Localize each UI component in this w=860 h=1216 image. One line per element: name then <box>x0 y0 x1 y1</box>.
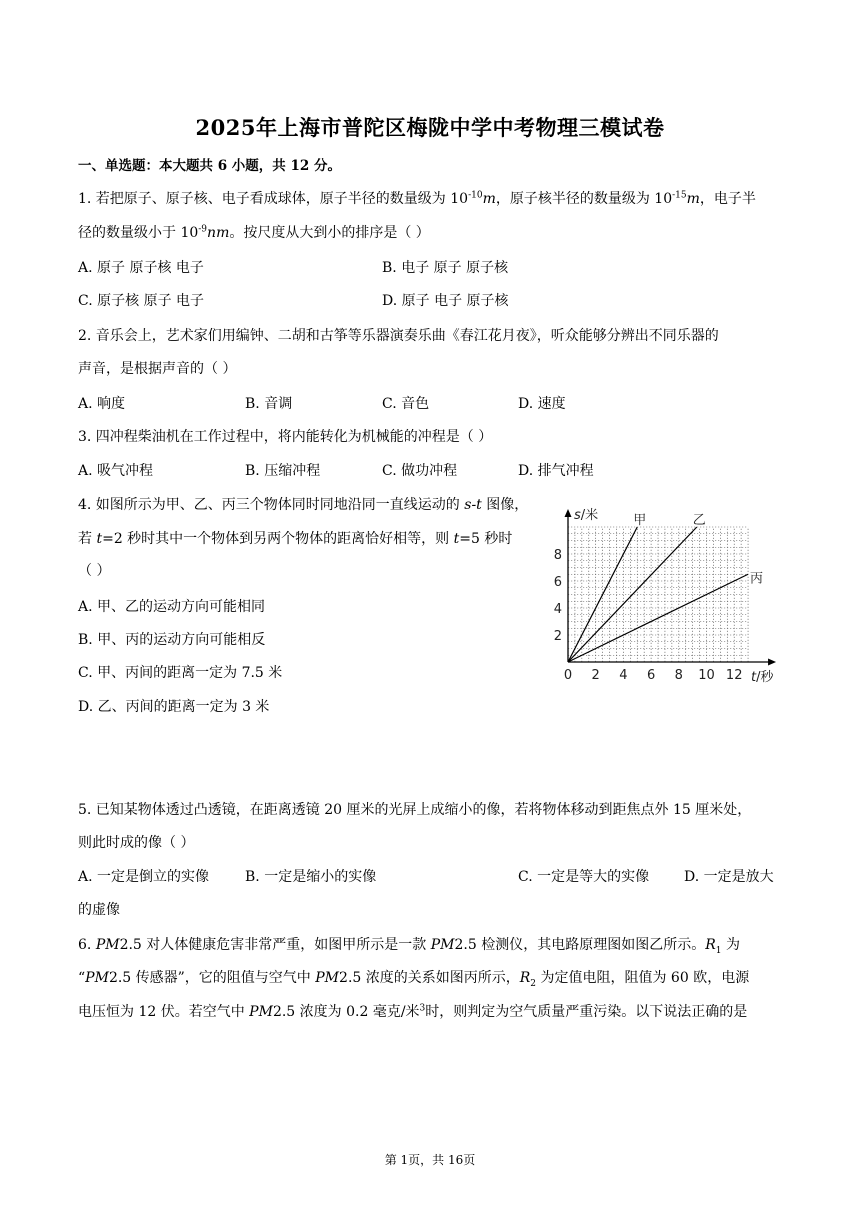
q1-option-b: B. 电子 原子 原子核 <box>382 260 509 276</box>
question-4-line-3: （ ） <box>78 563 111 579</box>
question-5-line-1: 5. 已知某物体透过凸透镜，在距离透镜 20 厘米的光屏上成缩小的像，若将物体移动到距焦点外 15 厘米处， <box>78 802 752 818</box>
question-4-line-2: 若 t=2 秒时其中一个物体到另两个物体的距离恰好相等，则 t=5 秒时 <box>78 531 513 547</box>
series-label-1: 甲 <box>633 513 647 528</box>
s-t-graph <box>548 492 788 692</box>
q5-option-d: D. 一定是放大 <box>684 869 774 885</box>
chart-grid <box>568 527 748 662</box>
x-tick-label: 8 <box>674 668 683 683</box>
x-tick-label: 4 <box>619 668 628 683</box>
x-axis-arrow <box>768 659 776 666</box>
question-1-line-1: 1. 若把原子、原子核、电子看成球体，原子半径的数量级为 $10^{-10}m$，原子核半径的数量级为 $10^{-15}m$，电子半 <box>78 190 756 207</box>
q2-option-d: D. 速度 <box>518 396 566 412</box>
y-axis-arrow <box>565 509 572 517</box>
question-6-line-2: “PM2.5 传感器”，它的阻值与空气中 PM2.5 浓度的关系如图丙所示，$R_2$ 为定值电阻，阻值为 60 欧，电源 <box>78 970 750 989</box>
x-tick-label: 12 <box>725 668 743 683</box>
q5-option-a: A. 一定是倒立的实像 <box>78 869 210 885</box>
q3-option-d: D. 排气冲程 <box>518 463 594 479</box>
q4-option-c: C. 甲、丙间的距离一定为 7.5 米 <box>78 665 283 681</box>
series-line-2 <box>568 527 697 662</box>
y-tick-label: 8 <box>553 548 562 563</box>
x-axis-label: t/秒 <box>751 670 774 685</box>
question-5-line-2: 则此时成的像（ ） <box>78 835 195 851</box>
question-1-line-2: 径的数量级小于 $10^{-9}nm$。按尺度从大到小的排序是（ ） <box>78 224 430 241</box>
q3-option-c: C. 做功冲程 <box>382 463 458 479</box>
question-2-line-1: 2. 音乐会上，艺术家们用编钟、二胡和古筝等乐器演奏乐曲《春江花月夜》，听众能够分辨出不同乐器的 <box>78 328 719 344</box>
question-4-line-1: 4. 如图所示为甲、乙、丙三个物体同时同地沿同一直线运动的 s-t 图像， <box>78 497 529 513</box>
q3-option-a: A. 吸气冲程 <box>78 463 154 479</box>
series-label-2: 乙 <box>692 513 706 528</box>
y-tick-label: 6 <box>553 575 562 590</box>
q5-option-b: B. 一定是缩小的实像 <box>245 869 377 885</box>
page-title: 2025年上海市普陀区梅陇中学中考物理三模试卷 <box>195 115 665 140</box>
x-tick-label: 10 <box>698 668 715 683</box>
q1-option-c: C. 原子核 原子 电子 <box>78 293 205 309</box>
series-label-3: 丙 <box>750 571 764 587</box>
page-footer: 第 1页，共 16页 <box>384 1153 476 1167</box>
q1-option-d: D. 原子 电子 原子核 <box>382 293 509 309</box>
question-2-line-2: 声音，是根据声音的（ ） <box>78 361 237 377</box>
q2-option-a: A. 响度 <box>78 396 126 412</box>
x-tick-label: 0 <box>563 668 573 683</box>
y-axis-label: s/米 <box>574 508 599 523</box>
question-3-line-1: 3. 四冲程柴油机在工作过程中，将内能转化为机械能的冲程是（ ） <box>78 429 493 445</box>
q5-option-d-cont: 的虚像 <box>78 902 120 918</box>
section-heading: 一、单选题：本大题共 6 小题，共 12 分。 <box>78 158 341 174</box>
y-tick-label: 4 <box>553 602 562 617</box>
q1-option-a: A. 原子 原子核 电子 <box>78 260 204 276</box>
q5-option-c: C. 一定是等大的实像 <box>518 869 650 885</box>
q4-option-b: B. 甲、丙的运动方向可能相反 <box>78 632 266 648</box>
question-6-line-3: 电压恒为 12 伏。若空气中 PM2.5 浓度为 0.2 毫克/米$^3$时，则判定为空气质量严重污染。以下说法正确的是 <box>78 1003 748 1020</box>
y-tick-label: 2 <box>553 629 562 644</box>
q2-option-c: C. 音色 <box>382 396 430 412</box>
x-tick-label: 2 <box>591 668 600 683</box>
q4-option-a: A. 甲、乙的运动方向可能相同 <box>78 599 266 615</box>
question-6-line-1: 6. PM2.5 对人体健康危害非常严重，如图甲所示是一款 PM2.5 检测仪，其电路原理图如图乙所示。$R_1$ 为 <box>78 937 740 956</box>
x-tick-label: 6 <box>646 668 656 683</box>
q3-option-b: B. 压缩冲程 <box>245 463 321 479</box>
q4-option-d: D. 乙、丙间的距离一定为 3 米 <box>78 699 270 715</box>
q2-option-b: B. 音调 <box>245 396 293 412</box>
